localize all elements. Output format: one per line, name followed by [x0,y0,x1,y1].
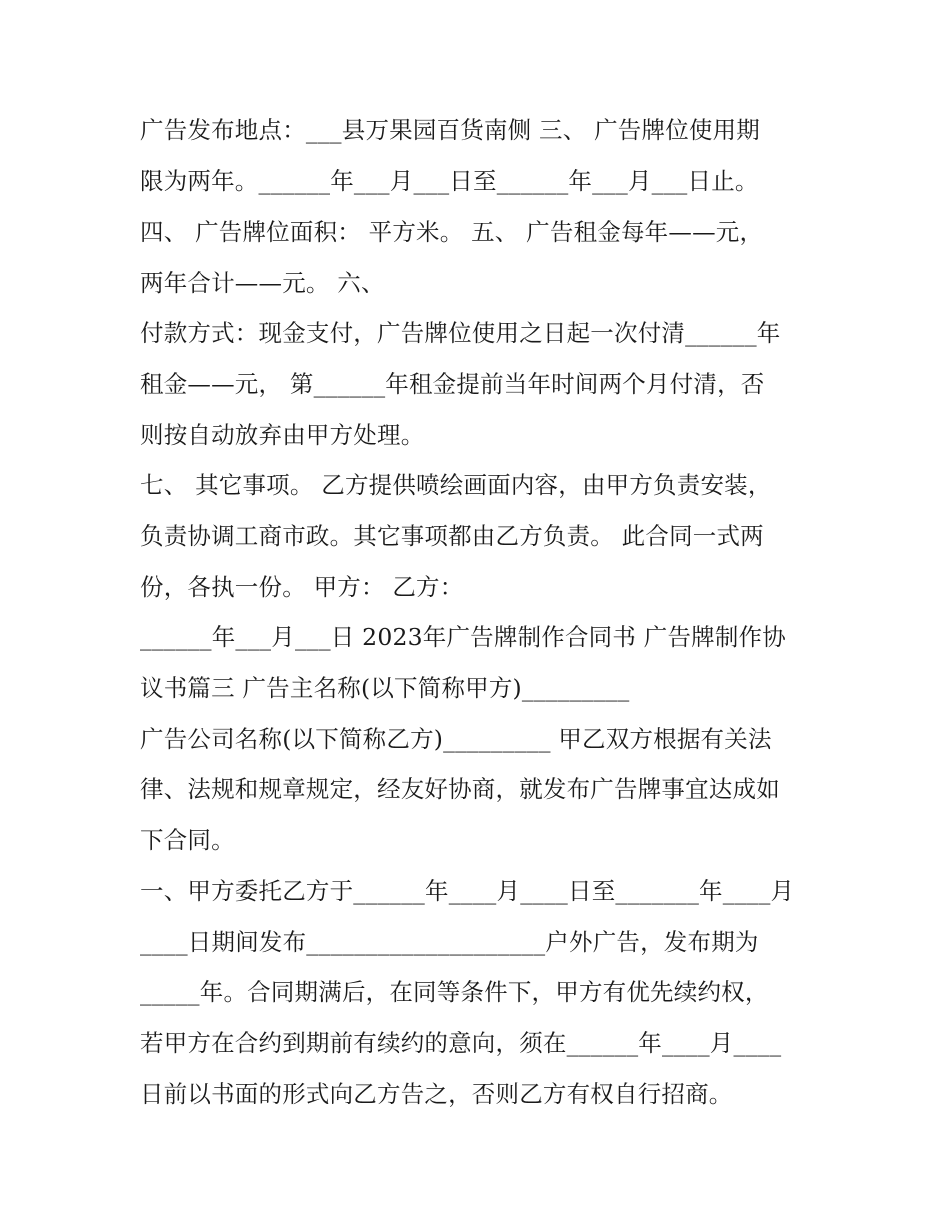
text-line: 七、 其它事项。 乙方提供喷绘画面内容，由甲方负责安装， [140,471,772,499]
text-line: 下合同。 [140,826,235,854]
text-line: 租金——元， 第______年租金提前当年时间两个月付清，否 [140,370,765,398]
text-line: 若甲方在合约到期前有续约的意向，须在______年____月____ [140,1029,782,1057]
text-line: 则按自动放弃由甲方处理。 [140,421,425,449]
text-line: 限为两年。______年___月___日至______年___月___日止。 [140,167,759,195]
text-line: 广告发布地点：___县万果园百货南侧 三、 广告牌位使用期 [140,116,760,144]
text-line: 四、 广告牌位面积： 平方米。 五、 广告租金每年——元， [140,218,764,246]
text-line: 份，各执一份。 甲方： 乙方： [140,573,464,601]
text-line: 一、甲方委托乙方于______年____月____日至_______年____月 [140,877,795,905]
text-line: 日前以书面的形式向乙方告之，否则乙方有权自行招商。 [140,1080,733,1108]
text-line: 律、法规和规章规定，经友好协商，就发布广告牌事宜达成如 [140,775,780,803]
text-line: 议书篇三 广告主名称(以下简称甲方)_________ [140,674,630,702]
text-line: 两年合计——元。 六、 [140,269,385,297]
text-line: ____日期间发布____________________户外广告，发布期为 [140,928,759,956]
text-line: 付款方式：现金支付，广告牌位使用之日起一次付清______年 [140,319,781,347]
text-line: 广告公司名称(以下简称乙方)_________ 甲乙双方根据有关法 [140,725,772,753]
text-line: ______年___月___日 2023年广告牌制作合同书 广告牌制作协 [140,623,786,651]
text-line: _____年。合同期满后，在同等条件下，甲方有优先续约权， [140,978,769,1006]
text-line: 负责协调工商市政。其它事项都由乙方负责。 此合同一式两 [140,522,764,550]
